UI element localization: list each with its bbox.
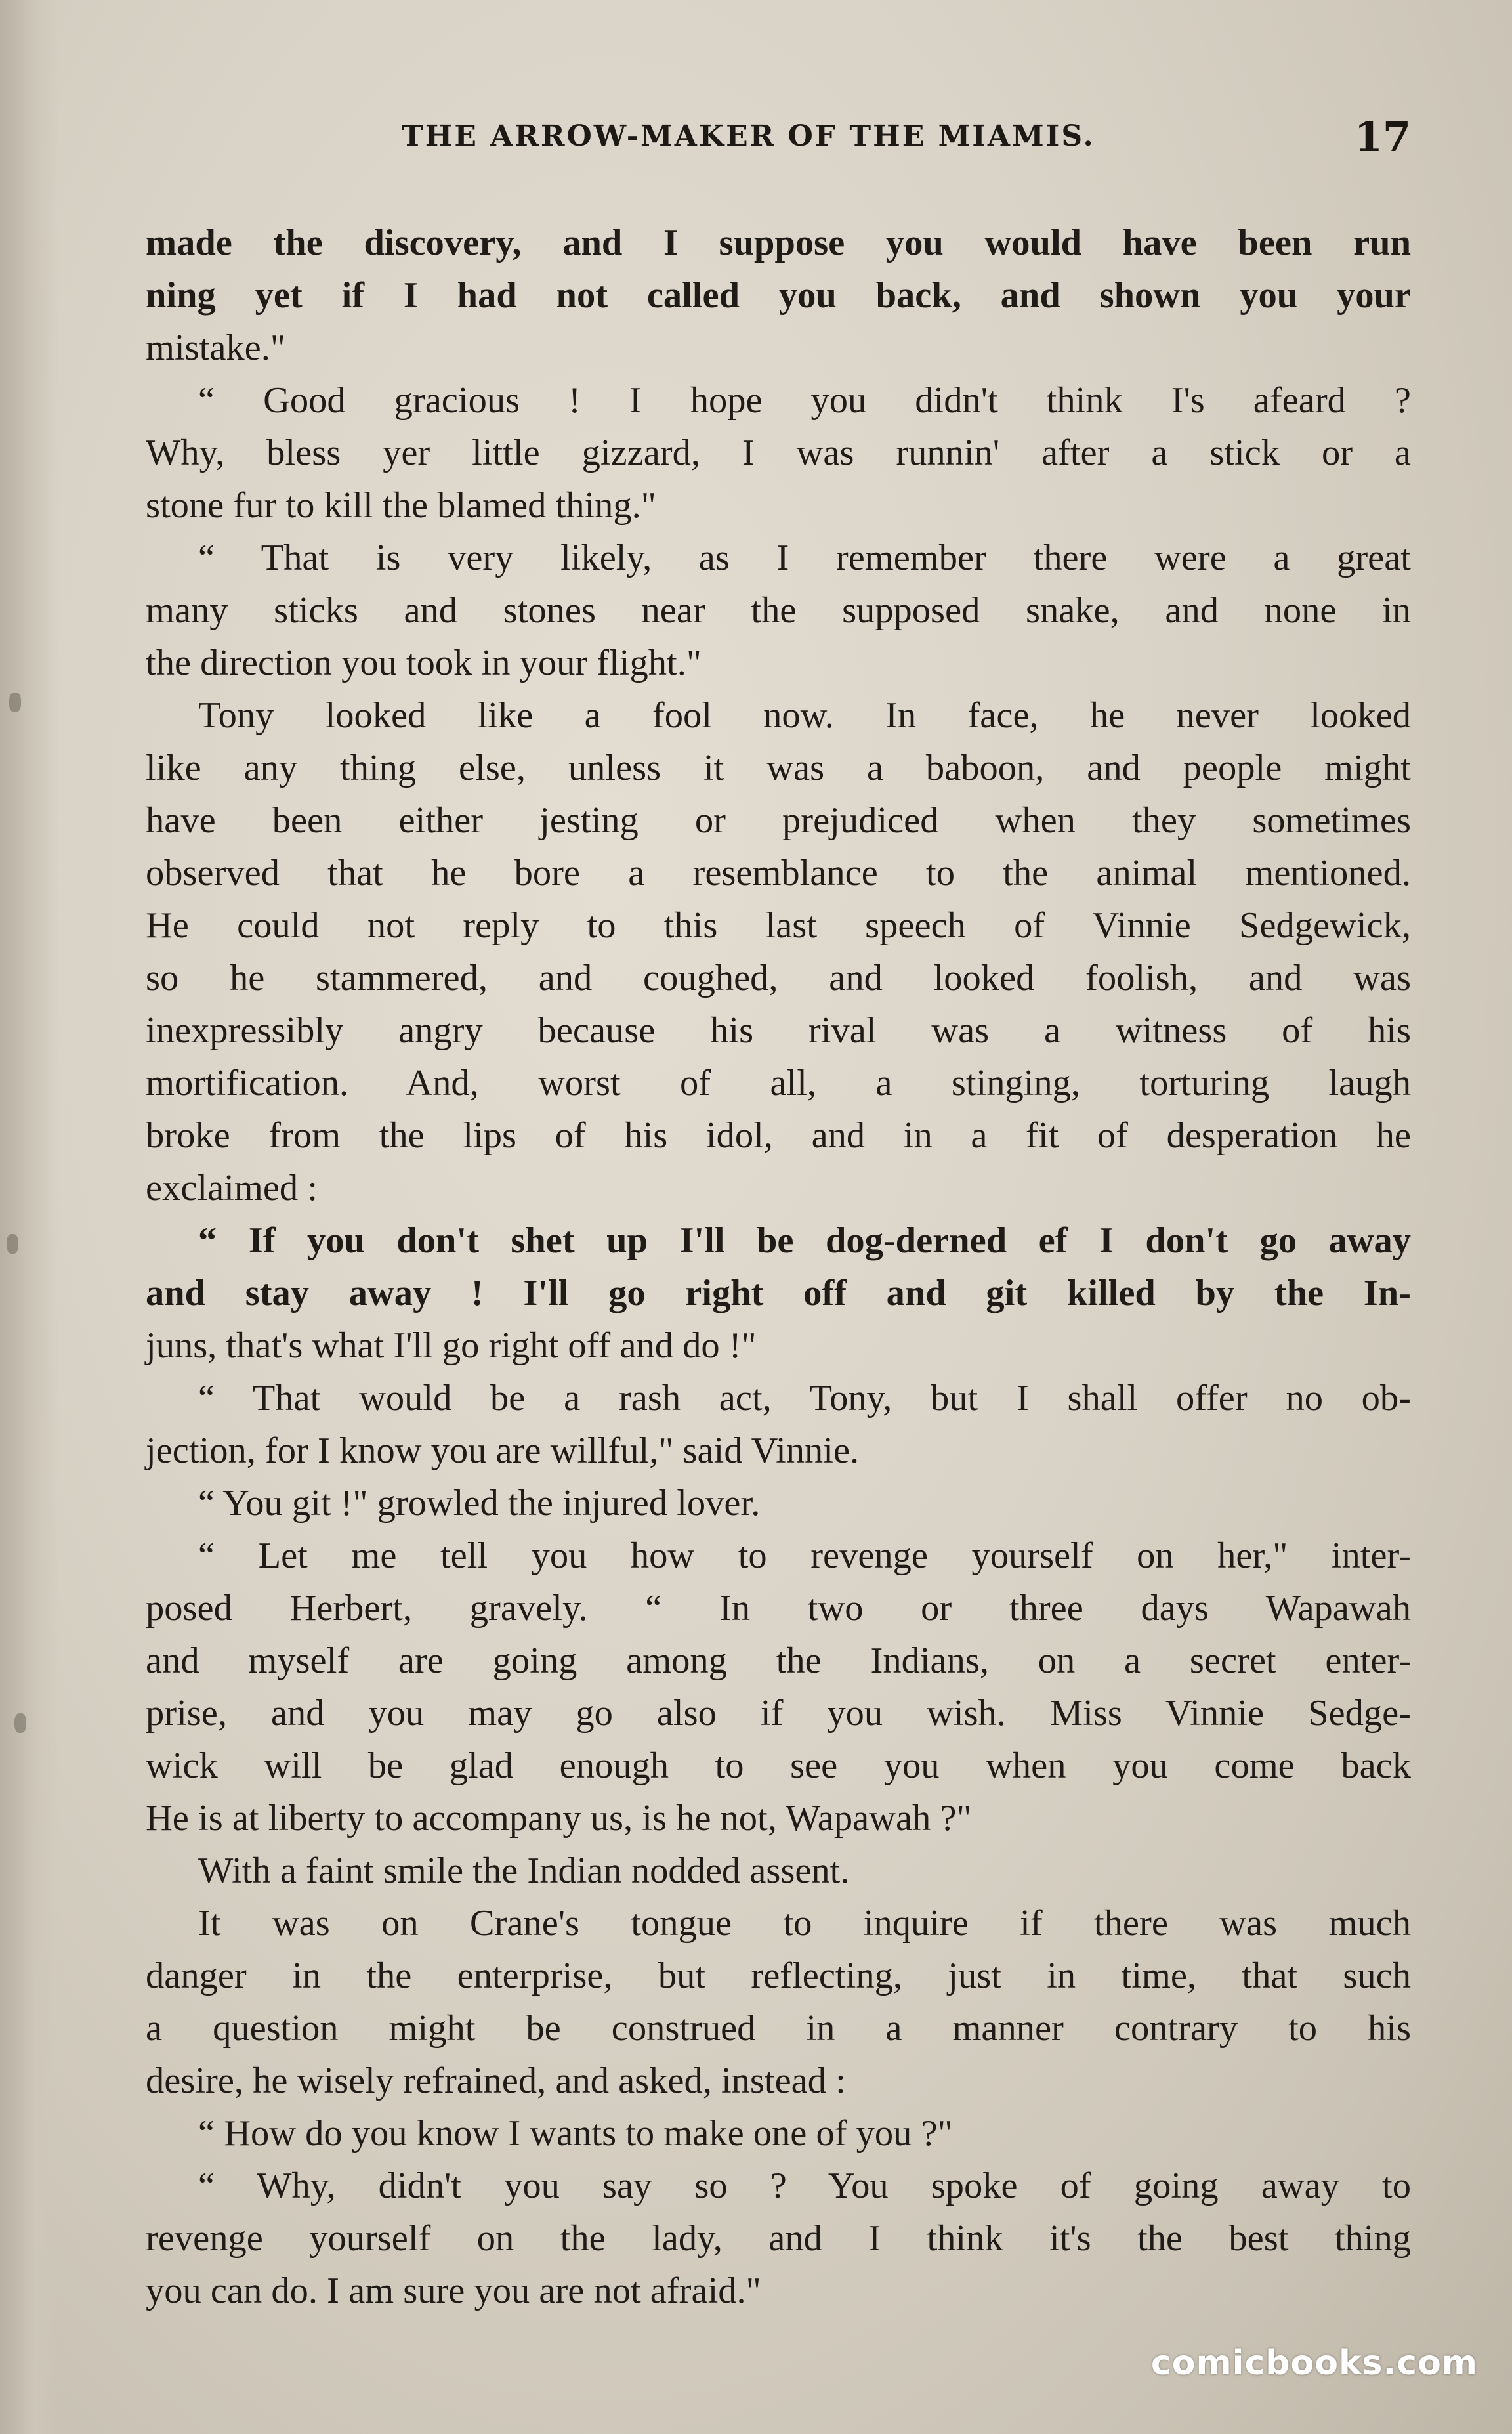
text-line: many sticks and stones near the supposed snake, and none in (146, 590, 1411, 631)
text-line: mortification. And, worst of all, a stinging, torturing laugh (146, 1063, 1411, 1103)
text-line: “ That would be a rash act, Tony, but I shall offer no ob- (198, 1378, 1411, 1419)
body-text (146, 217, 1411, 2317)
text-line: observed that he bore a resemblance to the animal mentioned. (146, 853, 1411, 893)
text-line: stone fur to kill the blamed thing." (146, 485, 656, 526)
text-line: “ You git !" growled the injured lover. (198, 1483, 761, 1524)
text-line: and myself are going among the Indians, on a secret enter- (146, 1640, 1411, 1681)
binding-mark (7, 1234, 18, 1254)
text-line: made the discovery, and I suppose you would have been run (146, 223, 1411, 263)
text-line: It was on Crane's tongue to inquire if there was much (198, 1903, 1411, 1944)
text-line: He could not reply to this last speech of Vinnie Sedgewick, (146, 905, 1411, 946)
running-title: THE ARROW-MAKER OF THE MIAMIS. (402, 119, 1095, 153)
binding-mark (9, 693, 21, 712)
text-line: “ How do you know I wants to make one of you ?" (198, 2113, 953, 2154)
text-line: Why, bless yer little gizzard, I was runnin' after a stick or a (146, 433, 1411, 473)
text-line: inexpressibly angry because his rival was a witness of his (146, 1010, 1411, 1051)
text-line: He is at liberty to accompany us, is he not, Wapawah ?" (146, 1798, 972, 1839)
page-number: 17 (1354, 113, 1411, 161)
text-line: “ Why, didn't you say so ? You spoke of going away to (198, 2166, 1411, 2206)
text-line: a question might be construed in a manner contrary to his (146, 2008, 1411, 2049)
text-line: posed Herbert, gravely. “ In two or three days Wapawah (146, 1588, 1411, 1629)
text-line: and stay away ! I'll go right off and git killed by the In- (146, 1273, 1411, 1313)
text-line: mistake." (146, 328, 285, 368)
page-edge-shadow (0, 0, 59, 2434)
text-line: “ That is very likely, as I remember there were a great (198, 538, 1411, 578)
text-line: like any thing else, unless it was a baboon, and people might (146, 748, 1411, 788)
binding-mark (14, 1713, 26, 1733)
text-line: prise, and you may go also if you wish. Miss Vinnie Sedge- (146, 1693, 1411, 1734)
text-line: “ If you don't shet up I'll be dog-derned ef I don't go away (198, 1220, 1411, 1261)
text-line: desire, he wisely refrained, and asked, instead : (146, 2060, 846, 2101)
watermark-logo: comicbooks.com (1150, 2343, 1478, 2383)
text-line: Tony looked like a fool now. In face, he never looked (198, 695, 1411, 736)
text-line: “ Let me tell you how to revenge yourself on her," inter- (198, 1535, 1411, 1576)
text-line: jection, for I know you are willful," said Vinnie. (146, 1430, 860, 1471)
text-line: juns, that's what I'll go right off and do !" (146, 1325, 757, 1366)
text-line: ning yet if I had not called you back, and shown you your (146, 275, 1411, 316)
text-line: you can do. I am sure you are not afraid." (146, 2271, 761, 2311)
text-line: so he stammered, and coughed, and looked foolish, and was (146, 958, 1411, 998)
text-line: danger in the enterprise, but reflecting, just in time, that such (146, 1955, 1411, 1996)
text-line: have been either jesting or prejudiced when they sometimes (146, 800, 1411, 841)
text-line: broke from the lips of his idol, and in a fit of desperation he (146, 1115, 1411, 1156)
text-line: revenge yourself on the lady, and I think it's the best thing (146, 2218, 1411, 2259)
text-line: wick will be glad enough to see you when you come back (146, 1745, 1411, 1786)
text-line: “ Good gracious ! I hope you didn't think I's afeard ? (198, 380, 1411, 421)
text-line: With a faint smile the Indian nodded assent. (198, 1850, 850, 1891)
page-header (146, 113, 1411, 172)
text-line: exclaimed : (146, 1168, 318, 1208)
text-line: the direction you took in your flight." (146, 643, 702, 683)
